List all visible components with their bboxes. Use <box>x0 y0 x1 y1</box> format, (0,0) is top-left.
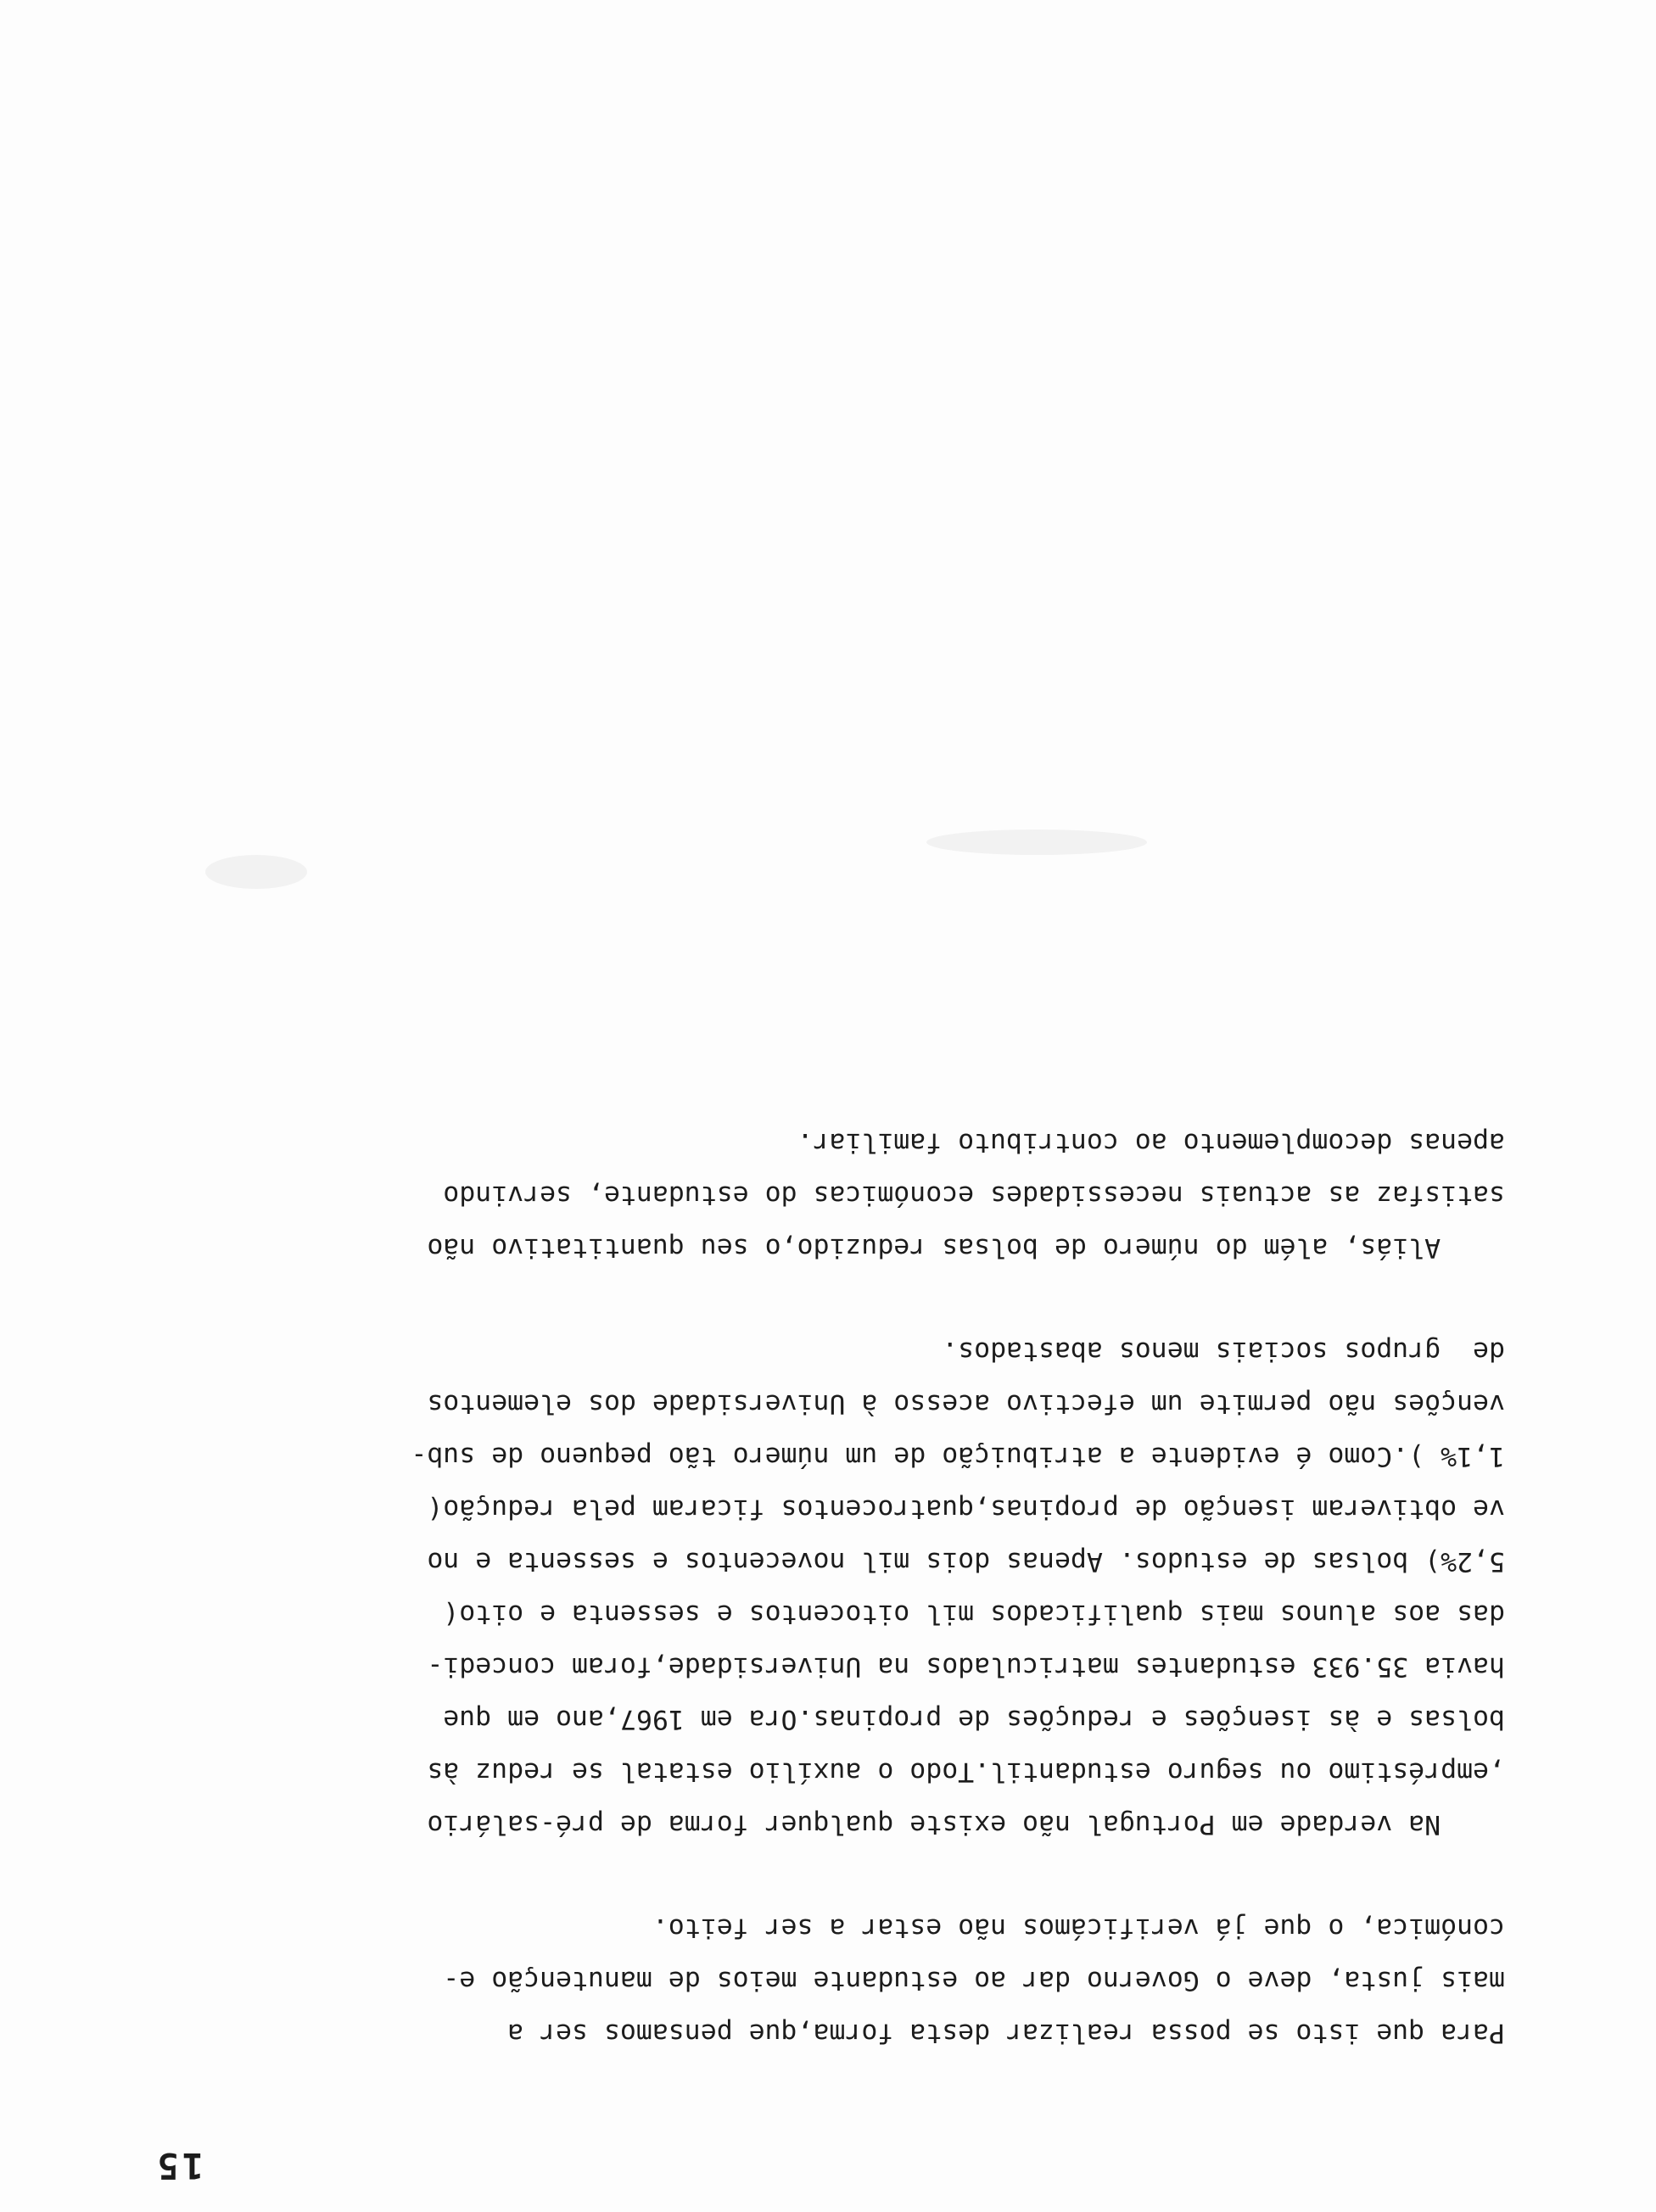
text-line: de grupos sociais menos abastados. <box>942 1336 1505 1366</box>
text-line: apenas decomplemento ao contributo familiar. <box>797 1127 1505 1158</box>
text-line: Aliás, além do número de bolsas reduzido,o seu quantitativo não <box>427 1232 1505 1263</box>
text-line: mais justa, deve o Governo dar ao estudante meios de manutenção e- <box>443 1965 1505 1996</box>
text-line: venções não permite um efectivo acesso à Universidade dos elementos <box>427 1388 1505 1419</box>
paragraph-2 <box>148 1325 1505 1851</box>
text-line: Para que isto se possa realizar desta forma,que pensamos ser a <box>507 2018 1505 2048</box>
text-line: das aos alunos mais qualificados mil oitocentos e sessenta e oito( <box>443 1599 1505 1629</box>
text-line: havia 35.933 estudantes matriculados na Universidade,foram concedi- <box>427 1651 1505 1682</box>
text-line: ve obtiveram isenção de propinas,quatrocentos ficaram pela redução( <box>427 1494 1505 1524</box>
text-line: Na verdade em Portugal não existe qualquer forma de pré-salário <box>427 1809 1505 1840</box>
paper-smudge <box>205 855 307 889</box>
text-line: bolsas e às isenções e reduções de propinas.Ora em 1967,ano em que <box>443 1704 1505 1734</box>
text-line: satisfaz as actuais necessidades económicas do estudante, servindo <box>443 1180 1505 1210</box>
text-line: 5,2%) bolsas de estudos. Apenas dois mil novecentos e sessenta e no <box>427 1546 1505 1577</box>
paragraph-1 <box>148 1902 1505 2059</box>
paragraph-3 <box>148 1116 1505 1274</box>
body-text <box>148 1065 1505 2059</box>
text-line: 1,1% ).Como é evidente a atribuição de um número tão pequeno de sub- <box>411 1441 1505 1472</box>
text-line: ,empréstimo ou seguro estudantil.Todo o auxílio estatal se reduz às <box>427 1757 1505 1787</box>
page-number: 15 <box>154 2145 204 2187</box>
text-line: conómica, o que já verificámos não estar a ser feito. <box>652 1913 1505 1943</box>
paper-smudge <box>926 830 1147 855</box>
